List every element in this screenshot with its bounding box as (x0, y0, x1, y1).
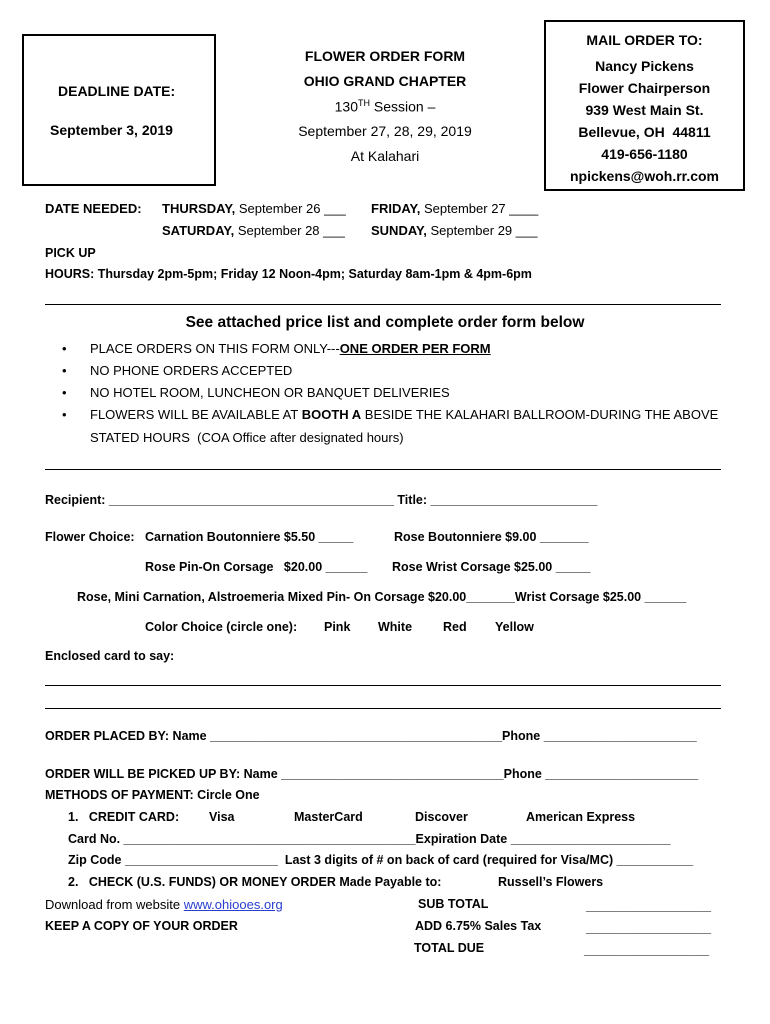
session-superscript: TH (357, 98, 370, 108)
instructions-heading: See attached price list and complete order form below (185, 314, 585, 331)
thursday-day: THURSDAY, (162, 201, 236, 216)
keep-copy-note: KEEP A COPY OF YOUR ORDER (45, 919, 238, 933)
bullet-2 (62, 363, 292, 378)
deadline-date: September 3, 2019 (50, 122, 173, 138)
mail-email: npickens@woh.rr.com (569, 168, 720, 184)
rose-boutonniere-option[interactable]: Rose Boutonniere $9.00 _______ (394, 530, 589, 544)
color-pink[interactable]: Pink (324, 620, 351, 634)
bullet-4-rest: BESIDE THE KALAHARI BALLROOM-DURING THE ABOVE (361, 407, 719, 422)
mail-phone: 419-656-1180 (601, 146, 688, 162)
carnation-option[interactable]: Carnation Boutonniere $5.50 _____ (145, 530, 354, 544)
form-header (240, 48, 530, 164)
credit-card-label: 1. CREDIT CARD: (68, 810, 180, 824)
color-yellow[interactable]: Yellow (495, 620, 534, 634)
color-choice-label: Color Choice (circle one): (145, 620, 298, 634)
picked-up-by-field[interactable]: ORDER WILL BE PICKED UP BY: Name ________________________________Phone ______________________ (45, 767, 699, 781)
subtotal-field[interactable]: __________________ (586, 899, 712, 913)
recipient-field[interactable]: Recipient: _________________________________________ Title: ________________________ (45, 493, 598, 507)
total-due-label: TOTAL DUE (414, 941, 485, 955)
download-line (45, 897, 283, 912)
mail-heading: MAIL ORDER TO: (586, 32, 703, 48)
date-sunday (371, 223, 537, 238)
pickup-label: PICK UP (45, 246, 96, 260)
session-line (240, 98, 530, 123)
saturday-date: September 28 ___ (234, 223, 345, 238)
subtotal-label: SUB TOTAL (418, 897, 489, 911)
card-message-label: Enclosed card to say: (45, 649, 175, 663)
card-message-line-1[interactable] (45, 685, 721, 686)
mail-order-box (544, 20, 745, 191)
divider-middle (45, 469, 721, 470)
check-label: 2. CHECK (U.S. FUNDS) OR MONEY ORDER Made Payable to: (68, 875, 442, 889)
tax-field[interactable]: __________________ (586, 921, 712, 935)
mail-city: Bellevue, OH 44811 (578, 124, 711, 140)
date-friday (371, 201, 538, 216)
rose-pin-corsage-option[interactable]: Rose Pin-On Corsage $20.00 ______ (145, 560, 368, 574)
session-location: At Kalahari (350, 148, 420, 164)
bullet-1-emphasis: ONE ORDER PER FORM (339, 341, 491, 356)
flower-choice-label: Flower Choice: (45, 530, 135, 544)
saturday-day: SATURDAY, (162, 223, 235, 238)
form-title: FLOWER ORDER FORM (304, 48, 466, 64)
sunday-date: September 29 ___ (426, 223, 538, 238)
booth-name: BOOTH A (301, 407, 362, 422)
session-number: 130 (334, 98, 358, 115)
mixed-corsage-option[interactable]: Rose, Mini Carnation, Alstroemeria Mixed Pin- On Corsage $20.00_______Wrist Corsage $25.00 ______ (77, 590, 687, 604)
color-red[interactable]: Red (443, 620, 467, 634)
payee-name: Russell’s Flowers (498, 875, 604, 889)
order-placed-by-field[interactable]: ORDER PLACED BY: Name __________________________________________Phone ______________________ (45, 729, 697, 743)
date-thursday (162, 201, 346, 216)
card-mastercard[interactable]: MasterCard (294, 810, 363, 824)
date-needed-label: DATE NEEDED: (45, 201, 142, 216)
bullet-4-text: FLOWERS WILL BE AVAILABLE AT (90, 407, 302, 422)
tax-label: ADD 6.75% Sales Tax (415, 919, 542, 933)
bullet-3 (62, 385, 450, 400)
color-white[interactable]: White (378, 620, 413, 634)
session-text: Session – (369, 98, 436, 115)
bullet-1-text: PLACE ORDERS ON THIS FORM ONLY--- (90, 341, 340, 356)
friday-day: FRIDAY, (371, 201, 421, 216)
deadline-label: DEADLINE DATE: (58, 83, 176, 99)
website-link[interactable]: www.ohiooes.org (183, 897, 283, 912)
bullet-1 (62, 341, 491, 356)
session-dates: September 27, 28, 29, 2019 (298, 123, 472, 139)
thursday-date: September 26 ___ (235, 201, 346, 216)
card-number-field[interactable]: Card No. __________________________________________Expiration Date _______________________ (68, 832, 671, 846)
deadline-box (22, 34, 216, 186)
zip-code-field[interactable]: Zip Code ______________________ Last 3 digits of # on back of card (required for Visa/MC) ___________ (68, 853, 694, 867)
mail-street: 939 West Main St. (585, 102, 704, 118)
mail-name: Nancy Pickens (595, 58, 694, 74)
bullet-2-text: NO PHONE ORDERS ACCEPTED (90, 363, 293, 378)
bullet-4-line2: STATED HOURS (COA Office after designated hours) (90, 430, 404, 445)
total-due-field[interactable]: __________________ (584, 943, 710, 957)
rose-wrist-corsage-option[interactable]: Rose Wrist Corsage $25.00 _____ (392, 560, 591, 574)
divider-top (45, 304, 721, 305)
card-visa[interactable]: Visa (209, 810, 235, 824)
pickup-hours: HOURS: Thursday 2pm-5pm; Friday 12 Noon-4pm; Saturday 8am-1pm & 4pm-6pm (45, 267, 532, 281)
bullet-4 (62, 407, 718, 422)
date-saturday (162, 223, 345, 238)
payment-methods-label: METHODS OF PAYMENT: Circle One (45, 788, 260, 802)
friday-date: September 27 ____ (420, 201, 539, 216)
mail-role: Flower Chairperson (578, 80, 711, 96)
card-amex[interactable]: American Express (526, 810, 636, 824)
card-message-line-2[interactable] (45, 708, 721, 709)
sunday-day: SUNDAY, (371, 223, 427, 238)
download-text: Download from website (45, 897, 184, 912)
bullet-3-text: NO HOTEL ROOM, LUNCHEON OR BANQUET DELIVERIES (90, 385, 450, 400)
card-discover[interactable]: Discover (415, 810, 468, 824)
chapter-name: OHIO GRAND CHAPTER (303, 73, 467, 89)
